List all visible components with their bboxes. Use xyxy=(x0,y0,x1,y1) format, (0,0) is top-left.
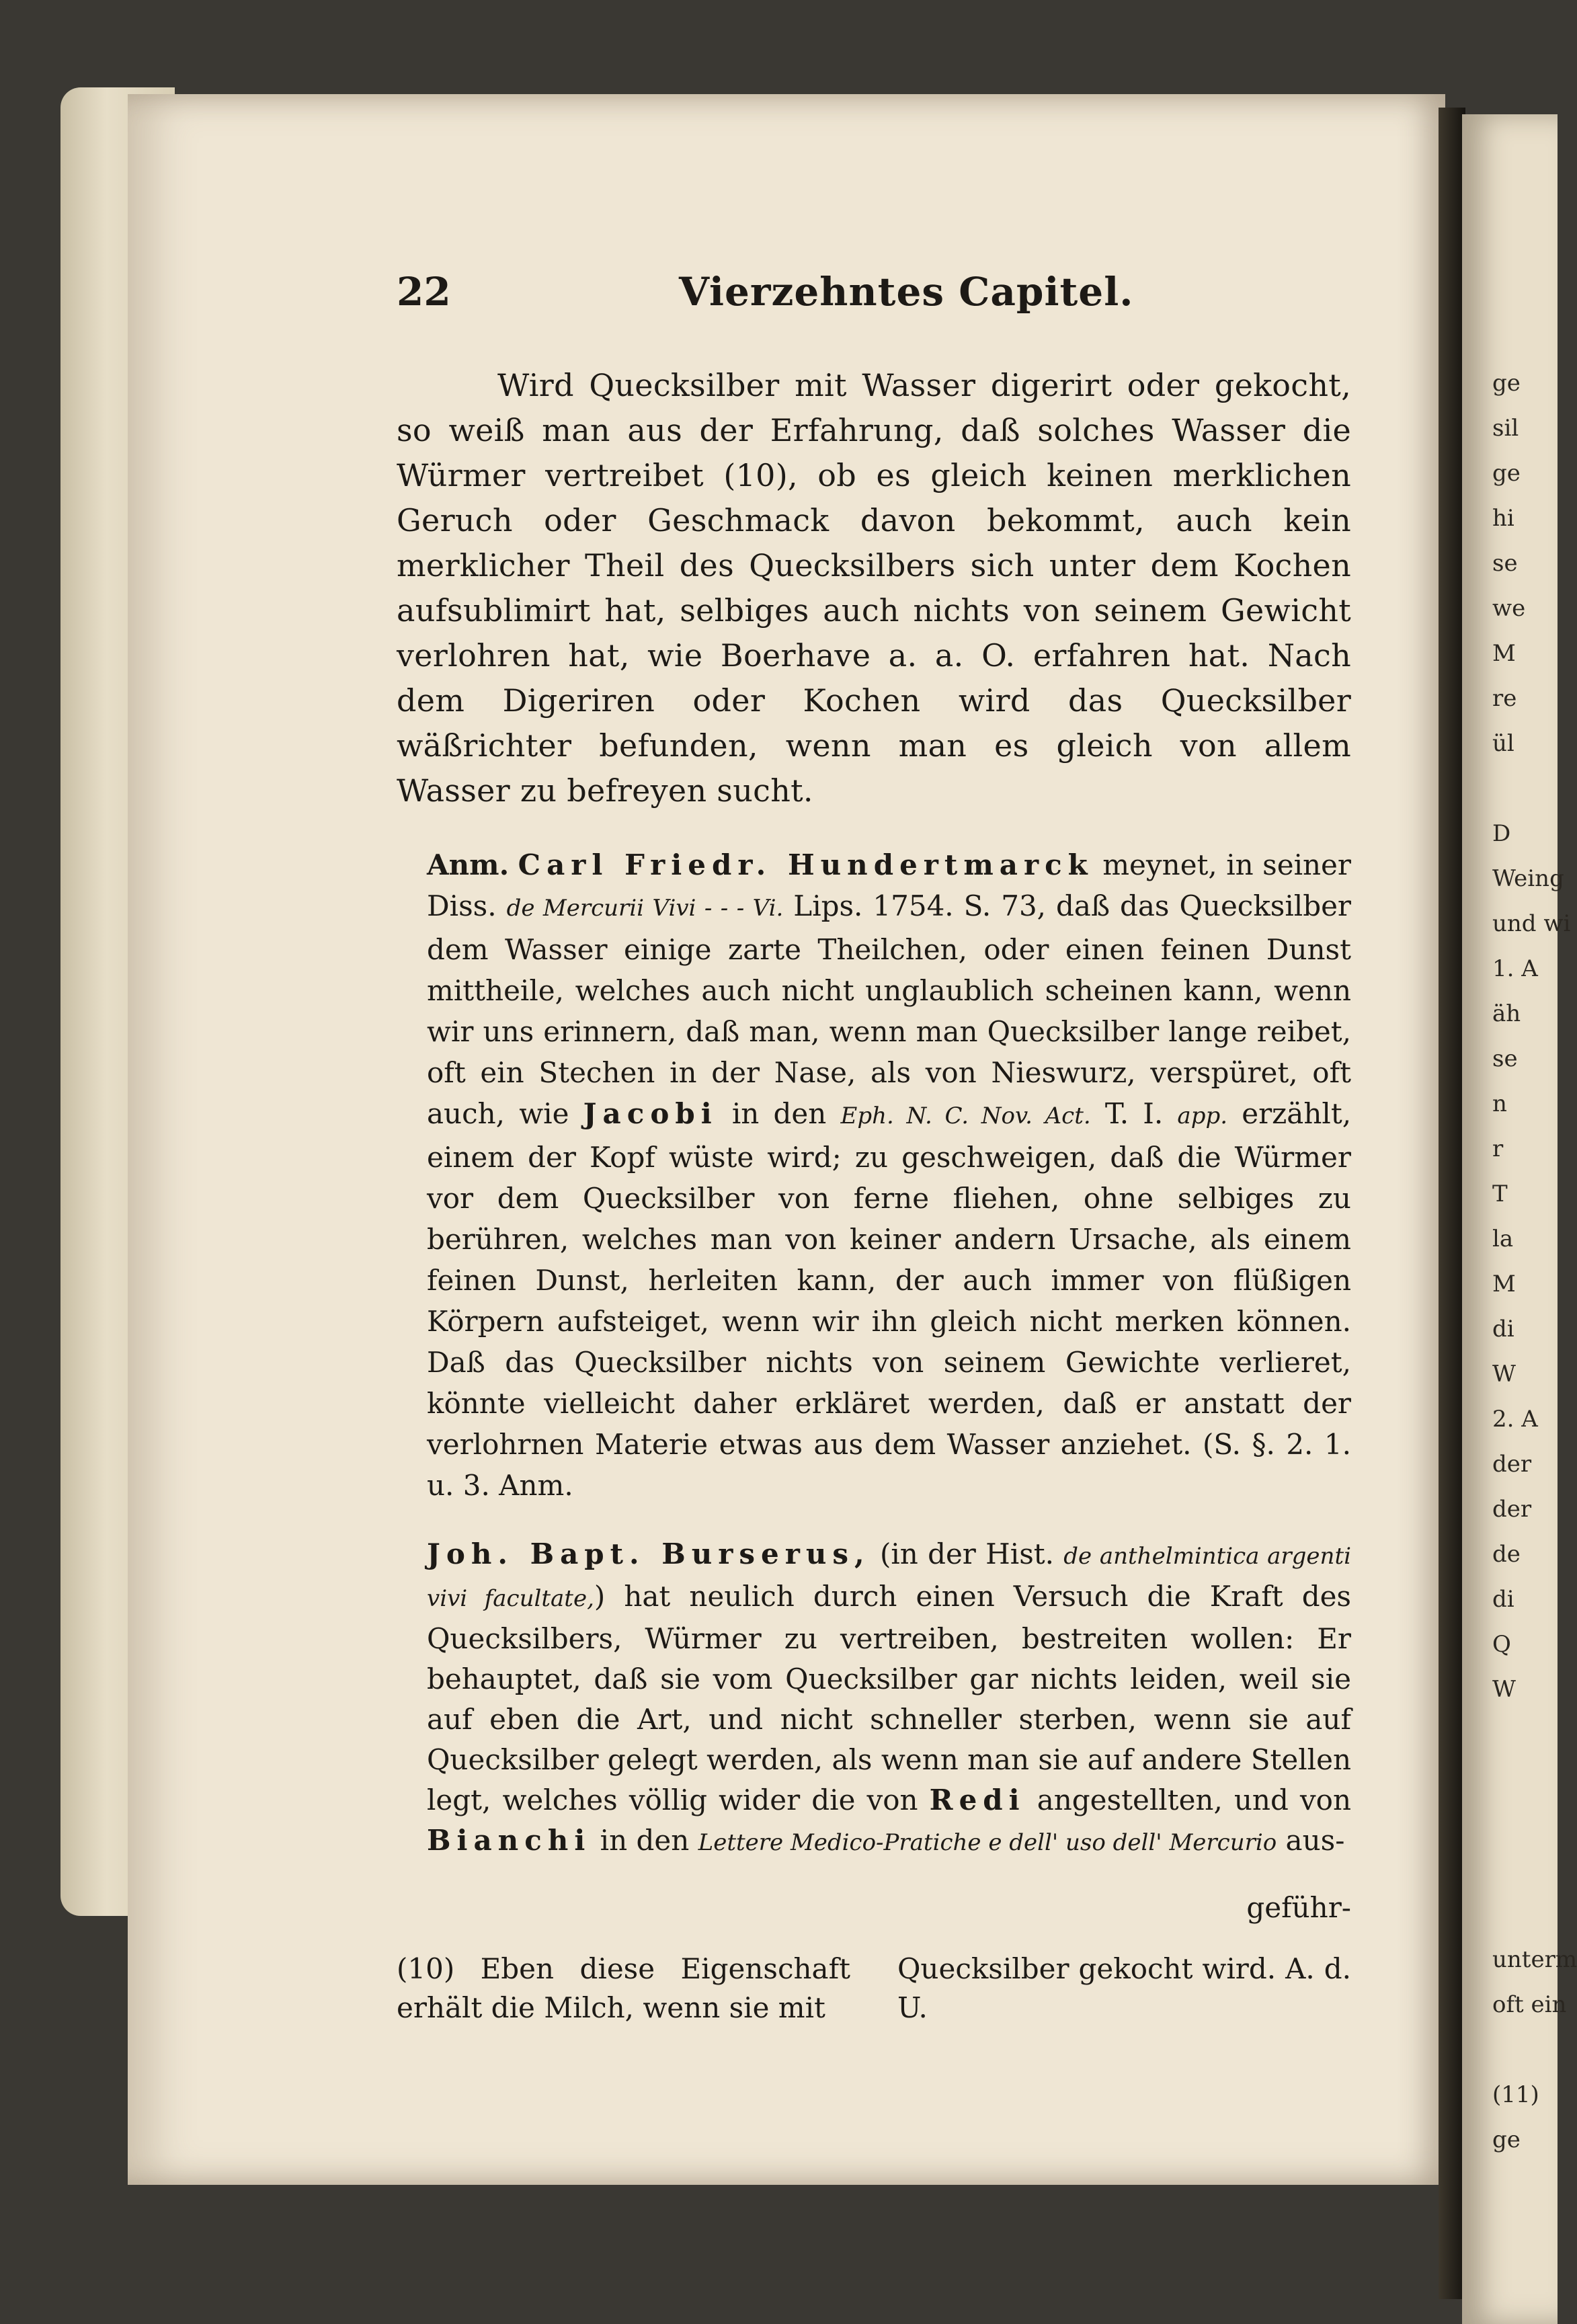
work-title: de Mercurii Vivi - - - Vi. xyxy=(506,895,784,922)
next-page-text: re xyxy=(1492,685,1517,712)
page-header xyxy=(397,269,1351,343)
next-page-text: oft ein xyxy=(1492,1991,1567,2018)
work-title: Lettere Medico-Pratiche e dell' uso dell' Mercurio xyxy=(698,1829,1277,1856)
next-page-text: (11) xyxy=(1492,2081,1539,2108)
next-page-text: Q xyxy=(1492,1631,1511,1658)
work-title: Eph. N. C. Nov. Act. xyxy=(840,1103,1091,1129)
next-page-text: unterm xyxy=(1492,1946,1577,1973)
note-text: Lips. 1754. S. 73, daß das Quecksilber dem Wasser einige zarte Theilchen, oder einen feinen Dunst mittheile, welches auch nicht unglaublich scheinen kann, wenn wir uns erinnern, daß man, wenn man Quecksilber lange reibet, oft ein Stechen in der Nase, als von Nieswurz, verspüret, oft auch, wie xyxy=(427,889,1352,1130)
work-title: de anthelmintica argenti vivi facultate, xyxy=(427,1543,1351,1612)
running-head: Vierzehntes Capitel. xyxy=(679,269,1134,315)
work-title: app. xyxy=(1177,1103,1228,1129)
note-text: in den xyxy=(600,1824,690,1857)
next-page-text: ül xyxy=(1492,730,1514,757)
next-page-text: se xyxy=(1492,550,1518,577)
next-page-text: n xyxy=(1492,1090,1507,1117)
page-number: 22 xyxy=(397,269,451,315)
next-page-text: we xyxy=(1492,595,1526,622)
next-page-text: ge xyxy=(1492,370,1521,397)
footnote-right: Quecksilber gekocht wird. A. d. U. xyxy=(897,1952,1351,2024)
note-text: (in der Hist. xyxy=(879,1537,1054,1570)
next-page-text: 2. A xyxy=(1492,1406,1538,1433)
footnote-left: (10) Eben diese Eigenschaft erhält die Milch, wenn sie mit xyxy=(397,1952,850,2024)
author-name: Joh. Bapt. Burserus, xyxy=(427,1537,871,1570)
book-gutter xyxy=(1439,108,1465,2299)
next-page-text: hi xyxy=(1492,505,1514,532)
next-page-text: äh xyxy=(1492,1000,1521,1027)
catchword: geführ- xyxy=(1246,1891,1351,1924)
author-name: Jacobi xyxy=(583,1097,718,1130)
next-page-text: se xyxy=(1492,1045,1518,1072)
page-content xyxy=(397,269,1351,2028)
note-text: meynet, in seiner Diss. xyxy=(427,848,1351,922)
next-page-text: di xyxy=(1492,1316,1514,1343)
author-name: Bianchi xyxy=(427,1824,592,1857)
next-page-text: ge xyxy=(1492,460,1521,487)
next-page-text: W xyxy=(1492,1676,1516,1703)
footnotes xyxy=(397,1950,1351,2028)
next-page-text: r xyxy=(1492,1135,1504,1162)
note-text: ) hat neulich durch einen Versuch die Kraft des Quecksilbers, Würmer zu vertreiben, bestreiten wollen: Er behauptet, daß sie vom Quecksilber gar nichts leiden, weil sie auf eben die Art, und nicht schneller sterben, wenn sie auf Quecksilber gelegt werden, als wenn man sie auf andere Stellen legt, welches völlig wider die von xyxy=(427,1580,1351,1816)
next-page-text: und wi xyxy=(1492,910,1571,937)
annotation-burserus xyxy=(427,1534,1351,1863)
next-page-text: D xyxy=(1492,820,1511,847)
next-page-text: M xyxy=(1492,640,1516,667)
next-page-text: sil xyxy=(1492,415,1519,442)
next-page-text: M xyxy=(1492,1271,1516,1297)
note-text: angestellten, und von xyxy=(1037,1784,1352,1816)
next-page-text: la xyxy=(1492,1226,1514,1252)
next-page-fragment xyxy=(1462,114,1577,2324)
note-text: erzählt, einem der Kopf wüste wird; zu geschweigen, daß die Würmer vor dem Quecksilber von ferne fliehen, ohne selbiges zu berühren, welches man von keiner andern Ursache, als einem feinen Dunst, herleiten kann, der auch immer von flüßigen Körpern aufsteiget, wenn wir ihn gleich nicht merken können. Daß das Quecksilber nichts von seinem Gewichte verlieret, könnte vielleicht daher erkläret werden, daß er anstatt der verlohrnen Materie etwas aus dem Wasser anziehet. (S. §. 2. 1. u. 3. Anm. xyxy=(427,1097,1352,1502)
annotation-hundertmarck xyxy=(427,844,1351,1506)
next-page-text: der xyxy=(1492,1496,1532,1523)
main-paragraph: Wird Quecksilber mit Wasser digerirt oder gekocht, so weiß man aus der Erfahrung, daß solches Wasser die Würmer vertreibet (10), ob es gleich keinen merklichen Geruch oder Geschmack davon bekommt, auch kein merklicher Theil des Quecksilbers sich unter dem Kochen aufsublimirt hat, selbiges auch nichts von seinem Gewicht verlohren hat, wie Boerhave a. a. O. erfahren hat. Nach dem Digeriren oder Kochen wird das Quecksilber wäßrichter befunden, wenn man es gleich von allem Wasser zu befreyen sucht. xyxy=(397,367,1351,809)
note-text: aus- xyxy=(1285,1824,1345,1857)
annotation-lead: Anm. xyxy=(427,848,510,881)
next-page-text: W xyxy=(1492,1361,1516,1388)
next-page-text: ge xyxy=(1492,2126,1521,2153)
next-page-text: di xyxy=(1492,1586,1514,1613)
note-text: in den xyxy=(731,1097,827,1130)
author-name: Redi xyxy=(929,1784,1026,1816)
note-text: T. I. xyxy=(1104,1097,1164,1130)
next-page-text: der xyxy=(1492,1451,1532,1478)
next-page-text: 1. A xyxy=(1492,955,1538,982)
author-name: Carl Friedr. Hundertmarck xyxy=(518,848,1094,881)
next-page-text: Weing xyxy=(1492,865,1564,892)
next-page-text: T xyxy=(1492,1180,1508,1207)
next-page-text: de xyxy=(1492,1541,1521,1568)
